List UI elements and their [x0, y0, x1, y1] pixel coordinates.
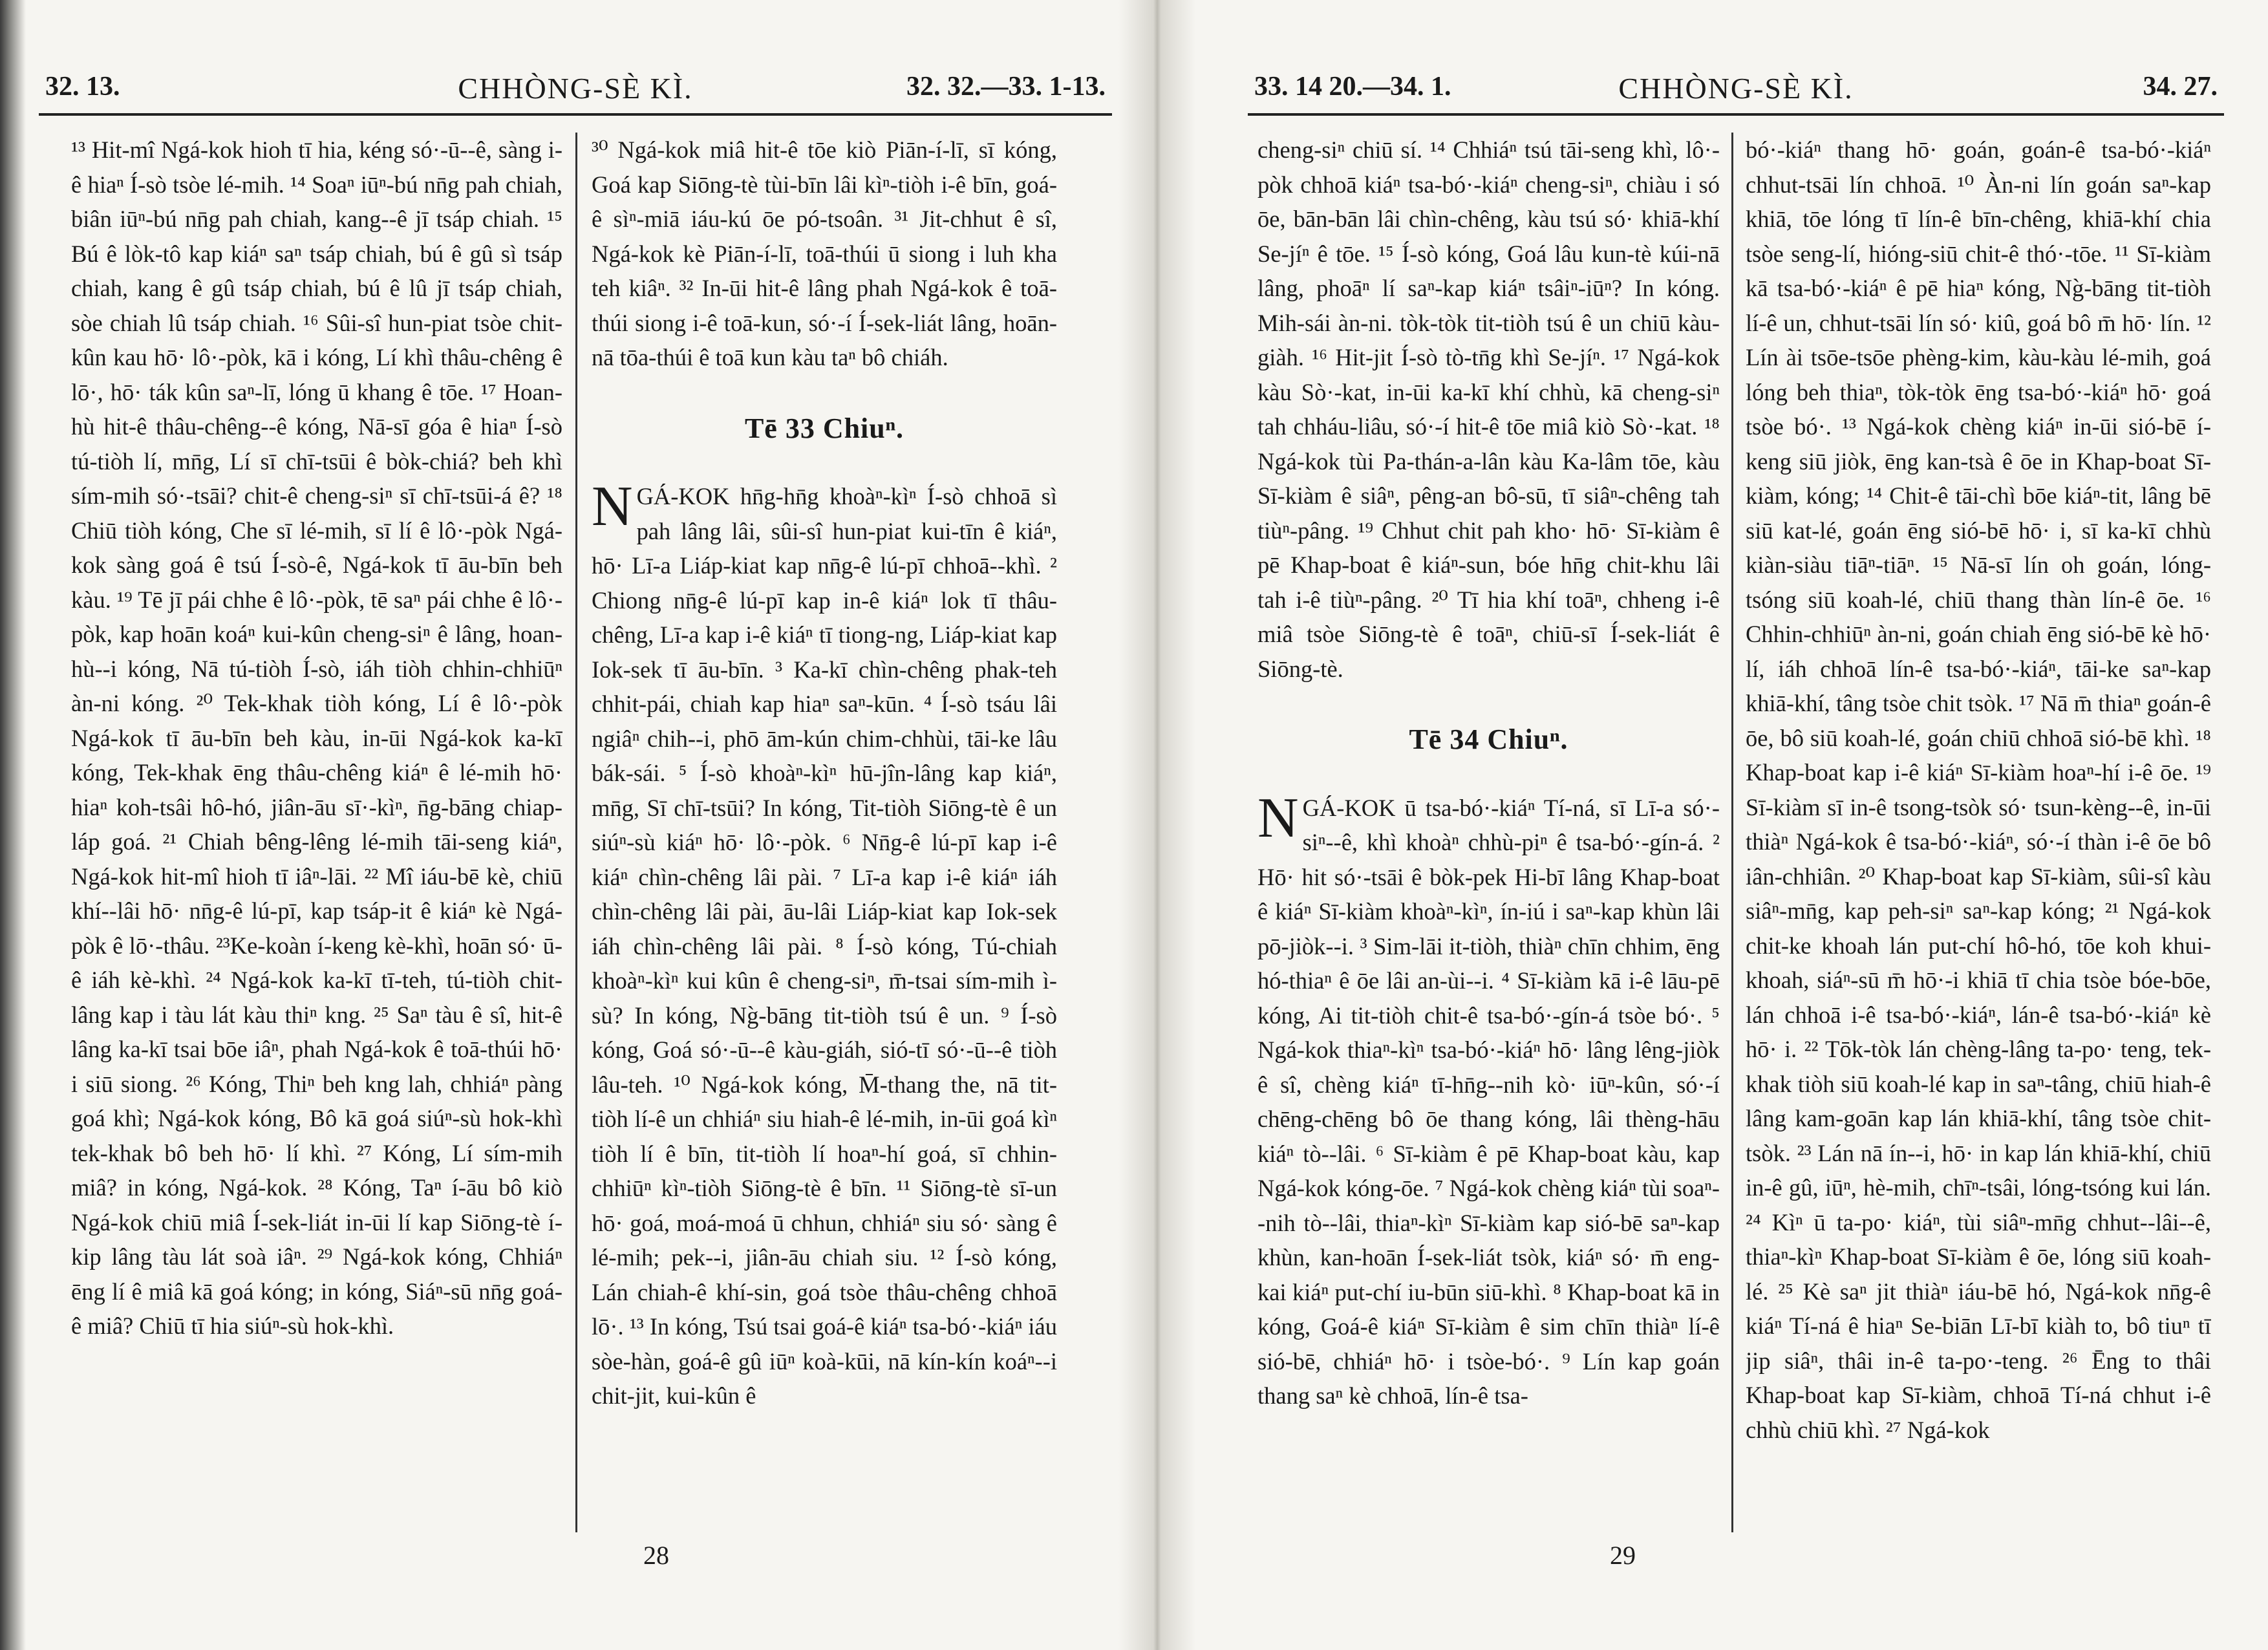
right-col2-text: bó·-kiáⁿ thang hō· goán, goán-ê tsa-bó·-kiáⁿ chhut-tsāi lín chhoā. ¹⁰ Àn-ni lín goán saⁿ-kap khiā, tōe lóng tī lín-ê bīn-chêng, khiā-khí chia tsòe seng-lí, hióng-siū chit-ê thó·-tōe. ¹¹ Sī-kiàm kā tsa-bó·-kiáⁿ ê pē hiaⁿ kóng, Ng̀-bāng tit-tiòh lí-ê un, chhut-tsāi lín só· kiû, goá bô m̄ hō· lín. ¹² Lín ài tsōe-tsōe phèng-kim, kàu-kàu lé-mih, goá lóng beh thiaⁿ, tòk-tòk ēng tsa-bó·-kiáⁿ hō· goá tsòe bó·. ¹³ Ngá-kok chèng kiáⁿ in-ūi sió-bē í-keng siū jiòk, ēng kan-tsà ê ōe in Khap-boat Sī-kiàm, kóng; ¹⁴ Chit-ê tāi-chì bōe kiáⁿ-tit, lâng bē siū kat-lé, goán ēng sió-bē hō· i, sī ka-kī chhù kiàn-siàu tiāⁿ-tiāⁿ. ¹⁵ Nā-sī lín oh goán, lóng-tsóng siū koah-lé, chiū thang thàn lín-ê ōe. ¹⁶ Chhin-chhiūⁿ àn-ni, goán chiah ēng sió-bē kè hō· lí, iáh chhoā lín-ê tsa-bó·-kiáⁿ, tāi-ke saⁿ-kap khiā-khí, tâng tsòe chit tsòk. ¹⁷ Nā m̄ thiaⁿ goán-ê ōe, bô siū koah-lé, goán chiū chhoā sió-bē khì. ¹⁸ Khap-boat kap i-ê kiáⁿ Sī-kiàm hoaⁿ-hí i-ê ōe. ¹⁹ Sī-kiàm sī in-ê tsong-tsòk só· tsun-kèng--ê, in-ūi thiàⁿ Ngá-kok ê tsa-bó·-kiáⁿ, só·-í thàn i-ê ōe bô iân-chhiân. ²⁰ Khap-boat kap Sī-kiàm, sûi-sî kàu siâⁿ-mn̄g, kap peh-siⁿ saⁿ-kap kóng; ²¹ Ngá-kok chit-ke khoah lán put-chí hô-hó, tōe koh khui-khoah, siáⁿ-sū m̄ hō·-i khiā tī chia tsòe bóe-bōe, lán chhoā i-ê tsa-bó·-kiáⁿ, lán-ê tsa-bó·-kiáⁿ kè hō· i. ²² Tōk-tòk lán chèng-lâng ta-po· teng, tek-khak tiòh siū koah-lé kap in saⁿ-tâng, chiū hiah-ê lâng kam-goān kap lán khiā-khí, tâng tsòe chit-tsòk. ²³ Lán nā ín--i, hō· in kap lán khiā-khí, chiū in-ê gû, iūⁿ, hè-mih, chīⁿ-tsâi, lóng-tsóng kui lán. ²⁴ Kìⁿ ū ta-po· kiáⁿ, tùi siâⁿ-mn̄g chhut--lâi--ê, thiaⁿ-kìⁿ Khap-boat Sī-kiàm ê ōe, lóng siū koah-lé. ²⁵ Kè saⁿ jit thiàⁿ iáu-bē hó, Ngá-kok nn̄g-ê kiáⁿ Tí-ná ê hiaⁿ Se-biān Lī-bī kiàh to, bô tiuⁿ tī jip siâⁿ, thâi in-ê ta-po·-teng. ²⁶ Ēng to thâi Khap-boat kap Sī-kiàm, chhoā Tí-ná chhut i-ê chhù chiū khì. ²⁷ Ngá-kok	[1746, 136, 2211, 1443]
chapter-33-paragraph	[592, 475, 1057, 1413]
left-col1-text: ¹³ Hit-mî Ngá-kok hioh tī hia, kéng só·-ū--ê, sàng i-ê hiaⁿ Í-sò tsòe lé-mih. ¹⁴ Soaⁿ iūⁿ-bú nn̄g pah chiah, biân iūⁿ-bú nn̄g pah chiah, kang--ê jī tsáp chiah. ¹⁵ Bú ê lòk-tô kap kiáⁿ saⁿ tsáp chiah, bú ê gû sì tsáp chiah, kang ê gû tsáp chiah, bú ê lû jī tsáp chiah, sòe chiah lû tsáp chiah. ¹⁶ Sûi-sî hun-piat tsòe chit-kûn kau hō· lô·-pòk, kā i kóng, Lí khì thâu-chêng ê lō·, hō· ták kûn saⁿ-lī, lóng ū khang ê tōe. ¹⁷ Hoan-hù hit-ê thâu-chêng--ê kóng, Nā-sī góa ê hiaⁿ Í-sò tú-tiòh lí, mn̄g, Lí sī chī-tsūi ê bòk-chiá? beh khì sím-mih só·-tsāi? chit-ê cheng-siⁿ sī chī-tsūi-á ê? ¹⁸ Chiū tiòh kóng, Che sī lé-mih, sī lí ê lô·-pòk Ngá-kok sàng goá ê tsú Í-sò-ê, Ngá-kok tī āu-bīn beh kàu. ¹⁹ Tē jī pái chhe ê lô·-pòk, tē saⁿ pái chhe ê lô·-pòk, kap hoān koáⁿ kui-kûn cheng-siⁿ ê lâng, hoan-hù--i kóng, Nā tú-tiòh Í-sò, iáh tiòh chhin-chhiūⁿ àn-ni kóng. ²⁰ Tek-khak tiòh kóng, Lí ê lô·-pòk Ngá-kok tī āu-bīn beh kàu, in-ūi Ngá-kok ka-kī kóng, Tek-khak ēng thâu-chêng kiáⁿ ê lé-mih hō· hiaⁿ koh-tsâi hô-hó, jiân-āu sī·-kìⁿ, n̄g-bāng chiap-láp goá. ²¹ Chiah bêng-lêng lé-mih tāi-seng kiáⁿ, Ngá-kok hit-mî hioh tī iâⁿ-lāi. ²² Mî iáu-bē kè, chiū khí--lâi hō· nn̄g-ê lú-pī, kap tsáp-it ê kiáⁿ kè Ngá-pòk ê lō·-thâu. ²³Ke-koàn í-keng kè-khì, hoān só· ū-ê iáh kè-khì. ²⁴ Ngá-kok ka-kī tī-teh, tú-tiòh chit-lâng kap i tàu lát kàu thiⁿ kng. ²⁵ Saⁿ tàu ê sî, hit-ê lâng ka-kī tsai bōe iâⁿ, phah Ngá-kok ê toā-thúi hō· i siū siong. ²⁶ Kóng, Thiⁿ beh kng lah, chhiáⁿ pàng goá khì; Ngá-kok kóng, Bô kā goá siúⁿ-sù hok-khì tek-khak bô beh hō· lí khì. ²⁷ Kóng, Lí sím-mih miâ? in kóng, Ngá-kok. ²⁸ Kóng, Taⁿ í-āu bô kiò Ngá-kok chiū miâ Í-sek-liát in-ūi lí kap Siōng-tè í-kip lâng tàu lát soà iâⁿ. ²⁹ Ngá-kok kóng, Chhiáⁿ ēng lí ê miâ kā goá kóng; in kóng, Siáⁿ-sū nn̄g goá-ê miâ? Chiū tī hia siúⁿ-sù hok-khì.	[71, 136, 562, 1339]
right-page	[1248, 0, 2224, 1650]
left-header-book-title: CHHÒNG-SÈ KÌ.	[458, 72, 693, 105]
left-page	[39, 0, 1112, 1650]
drop-cap: N	[592, 475, 633, 538]
left-page-number: 28	[643, 1541, 669, 1570]
right-page-number: 29	[1610, 1541, 1636, 1570]
book-left-edge	[0, 0, 26, 1650]
chapter-34-paragraph	[1257, 786, 1720, 1413]
chapter-heading-33: Tē 33 Chiuⁿ.	[744, 412, 904, 444]
right-header-verse-end: 34. 27.	[2143, 72, 2218, 102]
right-column-1	[1257, 133, 1720, 1536]
left-page-header	[39, 71, 1112, 110]
right-page-header	[1248, 71, 2224, 110]
right-header-book-title: CHHÒNG-SÈ KÌ.	[1618, 72, 1854, 105]
left-col2-top-text: ³⁰ Ngá-kok miâ hit-ê tōe kiò Piān-í-lī, sī kóng, Goá kap Siōng-tè tùi-bīn lâi kìⁿ-tiòh i-ê bīn, goá-ê sìⁿ-miā iáu-kú ōe pó-tsoân. ³¹ Jit-chhut ê sî, Ngá-kok kè Piān-í-lī, toā-thúi ū siong i luh kha teh kiâⁿ. ³² In-ūi hit-ê lâng phah Ngá-kok ê toā-thúi siong i-ê toā-kun, só·-í Í-sek-liát lâng, hoān-nā tōa-thúi ê toā kun kàu taⁿ bô chiáh.	[592, 136, 1057, 370]
right-col1-top-text: cheng-siⁿ chiū sí. ¹⁴ Chhiáⁿ tsú tāi-seng khì, lô·-pòk chhoā kiáⁿ tsa-bó·-kiáⁿ cheng-siⁿ, chiàu i só ōe, bān-bān lâi chìn-chêng, kàu tsú só· khiā-khí Se-jíⁿ ê tōe. ¹⁵ Í-sò kóng, Goá lâu kun-tè kúi-nā lâng, phoāⁿ lí saⁿ-kap kiáⁿ tsâiⁿ-iūⁿ? In kóng. Mih-sái àn-ni. tòk-tòk tit-tiòh tsú ê un chiū kàu-giàh. ¹⁶ Hit-jit Í-sò tò-tn̄g khì Se-jíⁿ. ¹⁷ Ngá-kok kàu Sò·-kat, in-ūi ka-kī khí chhù, kā cheng-siⁿ tah chháu-liâu, só·-í hit-ê tōe miâ kiò Sò·-kat. ¹⁸ Ngá-kok tùi Pa-thán-a-lân kàu Ka-lâm tōe, kàu Sī-kiàm ê siâⁿ, pêng-an bô-sū, tī siâⁿ-chêng tah tiùⁿ-pâng. ¹⁹ Chhut chit pah kho· hō· Sī-kiàm ê pē Khap-boat ê kiáⁿ-sun, bóe hn̄g chit-khu lâi tah i-ê tiùⁿ-pâng. ²⁰ Tī hia khí toāⁿ, chheng i-ê miâ tsòe Siōng-tè ê toāⁿ, chiū-sī Í-sek-liát ê Siōng-tè.	[1257, 136, 1720, 682]
book-gutter	[1118, 0, 1196, 1650]
drop-cap: N	[1257, 786, 1299, 850]
left-column-1	[71, 133, 562, 1536]
left-header-rule	[39, 113, 1112, 116]
right-header-rule	[1248, 113, 2224, 116]
left-header-verse-start: 32. 13.	[45, 72, 120, 102]
left-column-divider	[575, 133, 577, 1532]
chapter-heading-34: Tē 34 Chiuⁿ.	[1409, 723, 1568, 755]
right-column-divider	[1731, 133, 1733, 1532]
left-column-2	[592, 133, 1057, 1536]
left-col2-body-text: GÁ-KOK hn̄g-hn̄g khoàⁿ-kìⁿ Í-sò chhoā sì pah lâng lâi, sûi-sî hun-piat kui-tīn ê kiáⁿ, hō· Lī-a Liáp-kiat kap nn̄g-ê lú-pī chhoā--khì. ² Chiong nn̄g-ê lú-pī kap in-ê kiáⁿ lok tī thâu-chêng, Lī-a kap i-ê kiáⁿ tī tiong-ng, Liáp-kiat kap Iok-sek tī āu-bīn. ³ Ka-kī chìn-chêng phak-teh chhit-pái, chiah kap hiaⁿ saⁿ-kūn. ⁴ Í-sò tsáu lâi ngiâⁿ chih--i, phō ām-kún chim-chhùi, tāi-ke lâu bák-sái. ⁵ Í-sò khoàⁿ-kìⁿ hū-jîn-lâng kap kiáⁿ, mn̄g, Sī chī-tsūi? In kóng, Tit-tiòh Siōng-tè ê un siúⁿ-sù kiáⁿ hō· lô·-pòk. ⁶ Nn̄g-ê lú-pī kap i-ê kiáⁿ chìn-chêng lâi pài. ⁷ Lī-a kap i-ê kiáⁿ iáh chìn-chêng lâi pài, āu-lâi Liáp-kiat kap Iok-sek iáh chìn-chêng lâi pài. ⁸ Í-sò kóng, Tú-chiah khoàⁿ-kìⁿ kui kûn ê cheng-siⁿ, m̄-tsai sím-mih ì-sù? In kóng, Ng̀-bāng tit-tiòh tsú ê un. ⁹ Í-sò kóng, Goá só·-ū--ê kàu-giáh, sió-tī só·-ū--ê tiòh lâu-teh. ¹⁰ Ngá-kok kóng, M̄-thang the, nā tit-tiòh lí-ê un chhiáⁿ siu hiah-ê lé-mih, in-ūi goá kìⁿ tiòh lí ê bīn, tit-tiòh lí hoaⁿ-hí goá, sī chhin-chhiūⁿ kìⁿ-tiòh Siōng-tè ê bīn. ¹¹ Siōng-tè sī-un hō· goá, moá-moá ū chhun, chhiáⁿ siu só· sàng ê lé-mih; pek--i, jiân-āu chiah siu. ¹² Í-sò kóng, Lán chiah-ê khí-sin, goá tsòe thâu-chêng chhoā lō·. ¹³ In kóng, Tsú tsai goá-ê kiáⁿ tsa-bó·-kiáⁿ iáu sòe-hàn, goá-ê gû iūⁿ koà-kūi, nā kín-kín koáⁿ--i chit-jit, kui-kûn ê	[592, 483, 1057, 1409]
right-col1-body-text: GÁ-KOK ū tsa-bó·-kiáⁿ Tí-ná, sī Lī-a só·-siⁿ--ê, khì khoàⁿ chhù-piⁿ ê tsa-bó·-gín-á. ² Hō· hit só·-tsāi ê bòk-pek Hi-bī lâng Khap-boat ê kiáⁿ Sī-kiàm khoàⁿ-kìⁿ, ín-iú i saⁿ-kap khùn lâi pō-jiòk--i. ³ Sim-lāi it-tiòh, thiàⁿ chīn chhim, ēng hó-thiaⁿ ê ōe lâi an-ùi--i. ⁴ Sī-kiàm kā i-ê lāu-pē kóng, Ai tit-tiòh chit-ê tsa-bó·-gín-á tsòe bó·. ⁵ Ngá-kok thiaⁿ-kìⁿ tsa-bó·-kiáⁿ hō· lâng lêng-jiòk ê sî, chèng kiáⁿ tī-hn̄g--nih kò· iūⁿ-kûn, só·-í chēng-chēng bô ōe thang kóng, lâi thèng-hāu kiáⁿ tò--lâi. ⁶ Sī-kiàm ê pē Khap-boat kàu, kap Ngá-kok kóng-ōe. ⁷ Ngá-kok chèng kiáⁿ tùi soaⁿ--nih tò--lâi, thiaⁿ-kìⁿ Sī-kiàm kap sió-bē saⁿ-kap khùn, kan-hoān Í-sek-liát tsòk, kiáⁿ só· m̄ eng-kai kiáⁿ put-chí iu-būn siū-khì. ⁸ Khap-boat kā in kóng, Goá-ê kiáⁿ Sī-kiàm ê sim chīn thiàⁿ lí-ê sió-bē, chhiáⁿ hō· i tsòe-bó·. ⁹ Lín kap goán thang saⁿ kè chhoā, lín-ê tsa-	[1257, 794, 1720, 1409]
left-header-verse-end: 32. 32.—33. 1-13.	[906, 72, 1106, 102]
right-column-2	[1746, 133, 2211, 1536]
right-header-verse-start: 33. 14 20.—34. 1.	[1254, 72, 1451, 102]
